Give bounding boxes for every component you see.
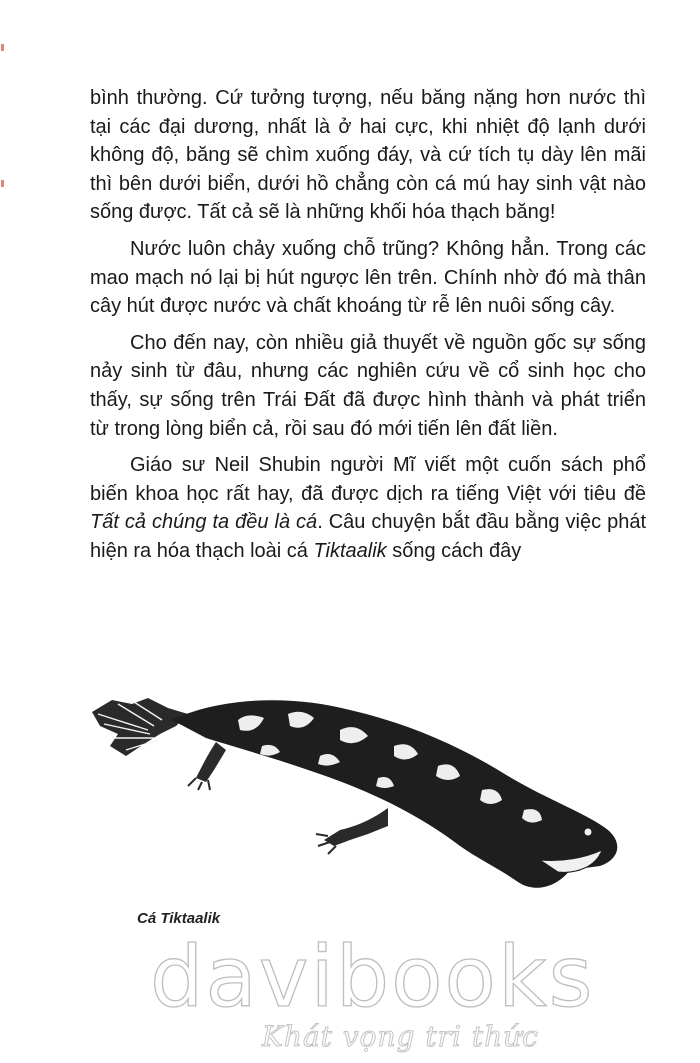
tail-fin-icon	[92, 698, 188, 756]
paragraph-3: Cho đến nay, còn nhiều giả thuyết về nguồn gốc sự sống nảy sinh từ đâu, nhưng các nghiên cứu về cổ sinh học cho thấy, sự sống trên Trái Đất đã được hình thành và phát triển từ trong lòng biển cả, rồi sau đó mới tiến lên đất liền.	[90, 331, 646, 440]
species-name: Tiktaalik	[313, 539, 387, 562]
edge-mark	[1, 44, 4, 51]
paragraph-4-mid: . Câu chuyện bắt đầu bằng việc phát hiện ra hóa thạch loài cá	[90, 511, 646, 562]
paragraph-2: Nước luôn chảy xuống chỗ trũng? Không hẳn. Trong các mao mạch nó lại bị hút ngược lên trên. Chính nhờ đó mà thân cây hút được nước và chất khoáng từ rễ lên nuôi sống cây.	[90, 237, 646, 318]
paragraph-4-end: sống cách đây	[386, 539, 522, 562]
tiktaalik-fish-illustration	[88, 690, 648, 900]
body-text	[90, 84, 646, 574]
watermark-brand: davibooks	[150, 928, 595, 1026]
fish-body	[172, 700, 617, 888]
fish-eye	[585, 829, 592, 836]
edge-mark	[1, 180, 4, 187]
paragraph-1: bình thường. Cứ tưởng tượng, nếu băng nặng hơn nước thì tại các đại dương, nhất là ở hai cực, khi nhiệt độ lạnh dưới không độ, băng sẽ chìm xuống đáy, và cứ tích tụ dày lên mãi thì bên dưới biển, dưới hồ chẳng còn cá mú hay sinh vật nào sống được. Tất cả sẽ là những khối hóa thạch băng!	[90, 87, 646, 224]
book-title: Tất cả chúng ta đều là cá	[90, 511, 318, 534]
paragraph-4-start: Giáo sư Neil Shubin người Mĩ viết một cuốn sách phổ biến khoa học rất hay, đã được dịch ra tiếng Việt với tiêu đề	[90, 454, 646, 505]
paragraph-4	[90, 451, 646, 565]
front-fin-icon	[316, 808, 388, 854]
watermark-slogan: Khát vọng tri thức	[262, 1020, 539, 1053]
rear-fin-icon	[188, 742, 226, 790]
figure-caption: Cá Tiktaalik	[137, 910, 221, 927]
